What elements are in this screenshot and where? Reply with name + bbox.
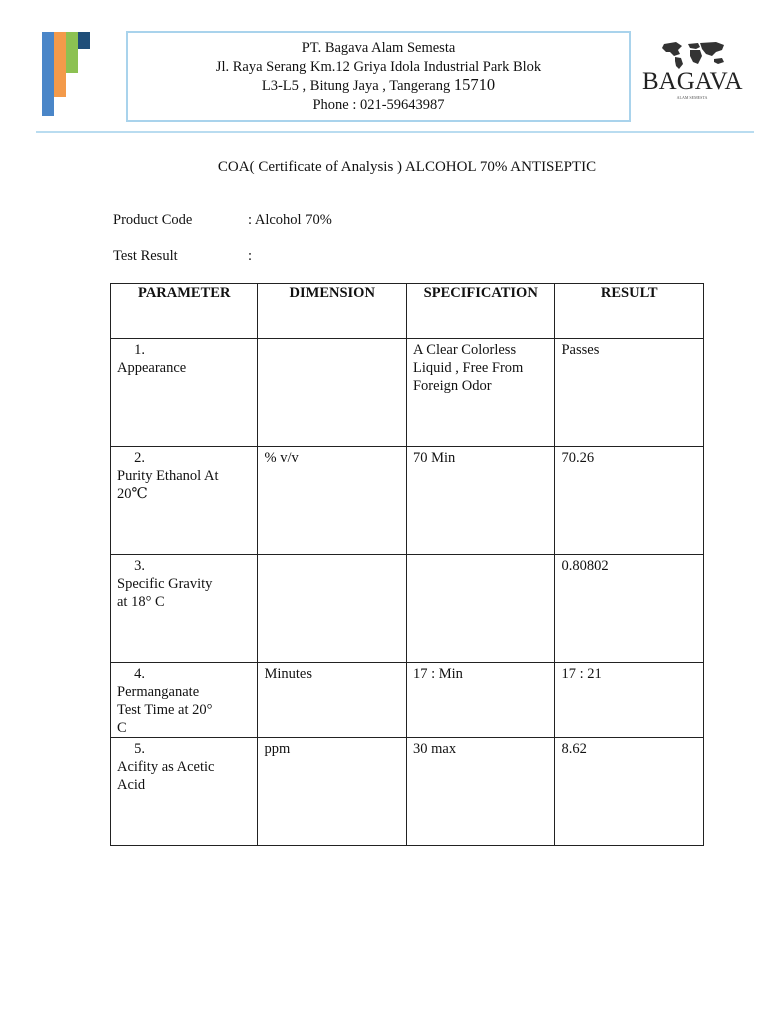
dimension-cell: ppm <box>258 738 407 846</box>
table-header-row <box>111 284 704 339</box>
field-value: : Alcohol 70% <box>248 212 332 228</box>
specification-cell: 17 : Min <box>406 663 555 738</box>
bagava-logo <box>642 40 742 102</box>
specification-cell <box>406 555 555 663</box>
table-row <box>111 447 704 555</box>
zip-code: 15710 <box>453 75 496 94</box>
company-address-line1: Jl. Raya Serang Km.12 Griya Idola Industrial Park Blok <box>215 58 542 75</box>
header-parameter: PARAMETER <box>111 284 258 339</box>
company-phone: Phone : 021-59643987 <box>312 96 445 113</box>
parameter-cell: 3.Specific Gravity at 18° C <box>111 555 258 663</box>
logo-stripe-blue <box>42 32 54 116</box>
field-label: Product Code <box>113 212 193 228</box>
company-name: PT. Bagava Alam Semesta <box>301 40 456 56</box>
specification-cell: A Clear Colorless Liquid , Free From Foreign Odor <box>406 339 555 447</box>
parameter-cell: 1.Appearance <box>111 339 258 447</box>
parameter-cell: 5.Acifity as Acetic Acid <box>111 738 258 846</box>
field-label: Test Result <box>113 248 178 264</box>
dimension-cell <box>258 339 407 447</box>
analysis-table <box>110 283 704 846</box>
company-address-line2: L3-L5 , Bitung Jaya , Tangerang 15710 <box>261 75 496 94</box>
product-code-field <box>113 212 332 229</box>
specification-cell: 30 max <box>406 738 555 846</box>
header-specification: SPECIFICATION <box>406 284 555 339</box>
document-title: COA( Certificate of Analysis ) ALCOHOL 70% ANTISEPTIC <box>217 159 597 175</box>
table-row <box>111 738 704 846</box>
header-divider <box>36 131 754 133</box>
logo-stripe-navy <box>78 32 90 49</box>
table-row <box>111 555 704 663</box>
logo-subtitle: ALAM SEMESTA <box>676 95 708 100</box>
table-row <box>111 339 704 447</box>
result-cell: 8.62 <box>555 738 704 846</box>
parameter-cell: 4.Permanganate Test Time at 20° C <box>111 663 258 738</box>
result-cell: 17 : 21 <box>555 663 704 738</box>
header-dimension: DIMENSION <box>258 284 407 339</box>
test-result-field <box>113 248 252 265</box>
result-cell: 0.80802 <box>555 555 704 663</box>
specification-cell: 70 Min <box>406 447 555 555</box>
world-map-icon <box>642 40 742 70</box>
dimension-cell <box>258 555 407 663</box>
dimension-cell: Minutes <box>258 663 407 738</box>
result-cell: 70.26 <box>555 447 704 555</box>
dimension-cell: % v/v <box>258 447 407 555</box>
logo-name: BAGAVA <box>642 68 743 95</box>
logo-stripe-green <box>66 32 78 73</box>
parameter-cell: 2.Purity Ethanol At 20℃ <box>111 447 258 555</box>
header-result: RESULT <box>555 284 704 339</box>
logo-stripe-orange <box>54 32 66 97</box>
field-value: : <box>248 248 253 264</box>
company-header <box>126 31 631 122</box>
result-cell: Passes <box>555 339 704 447</box>
table-row <box>111 663 704 738</box>
